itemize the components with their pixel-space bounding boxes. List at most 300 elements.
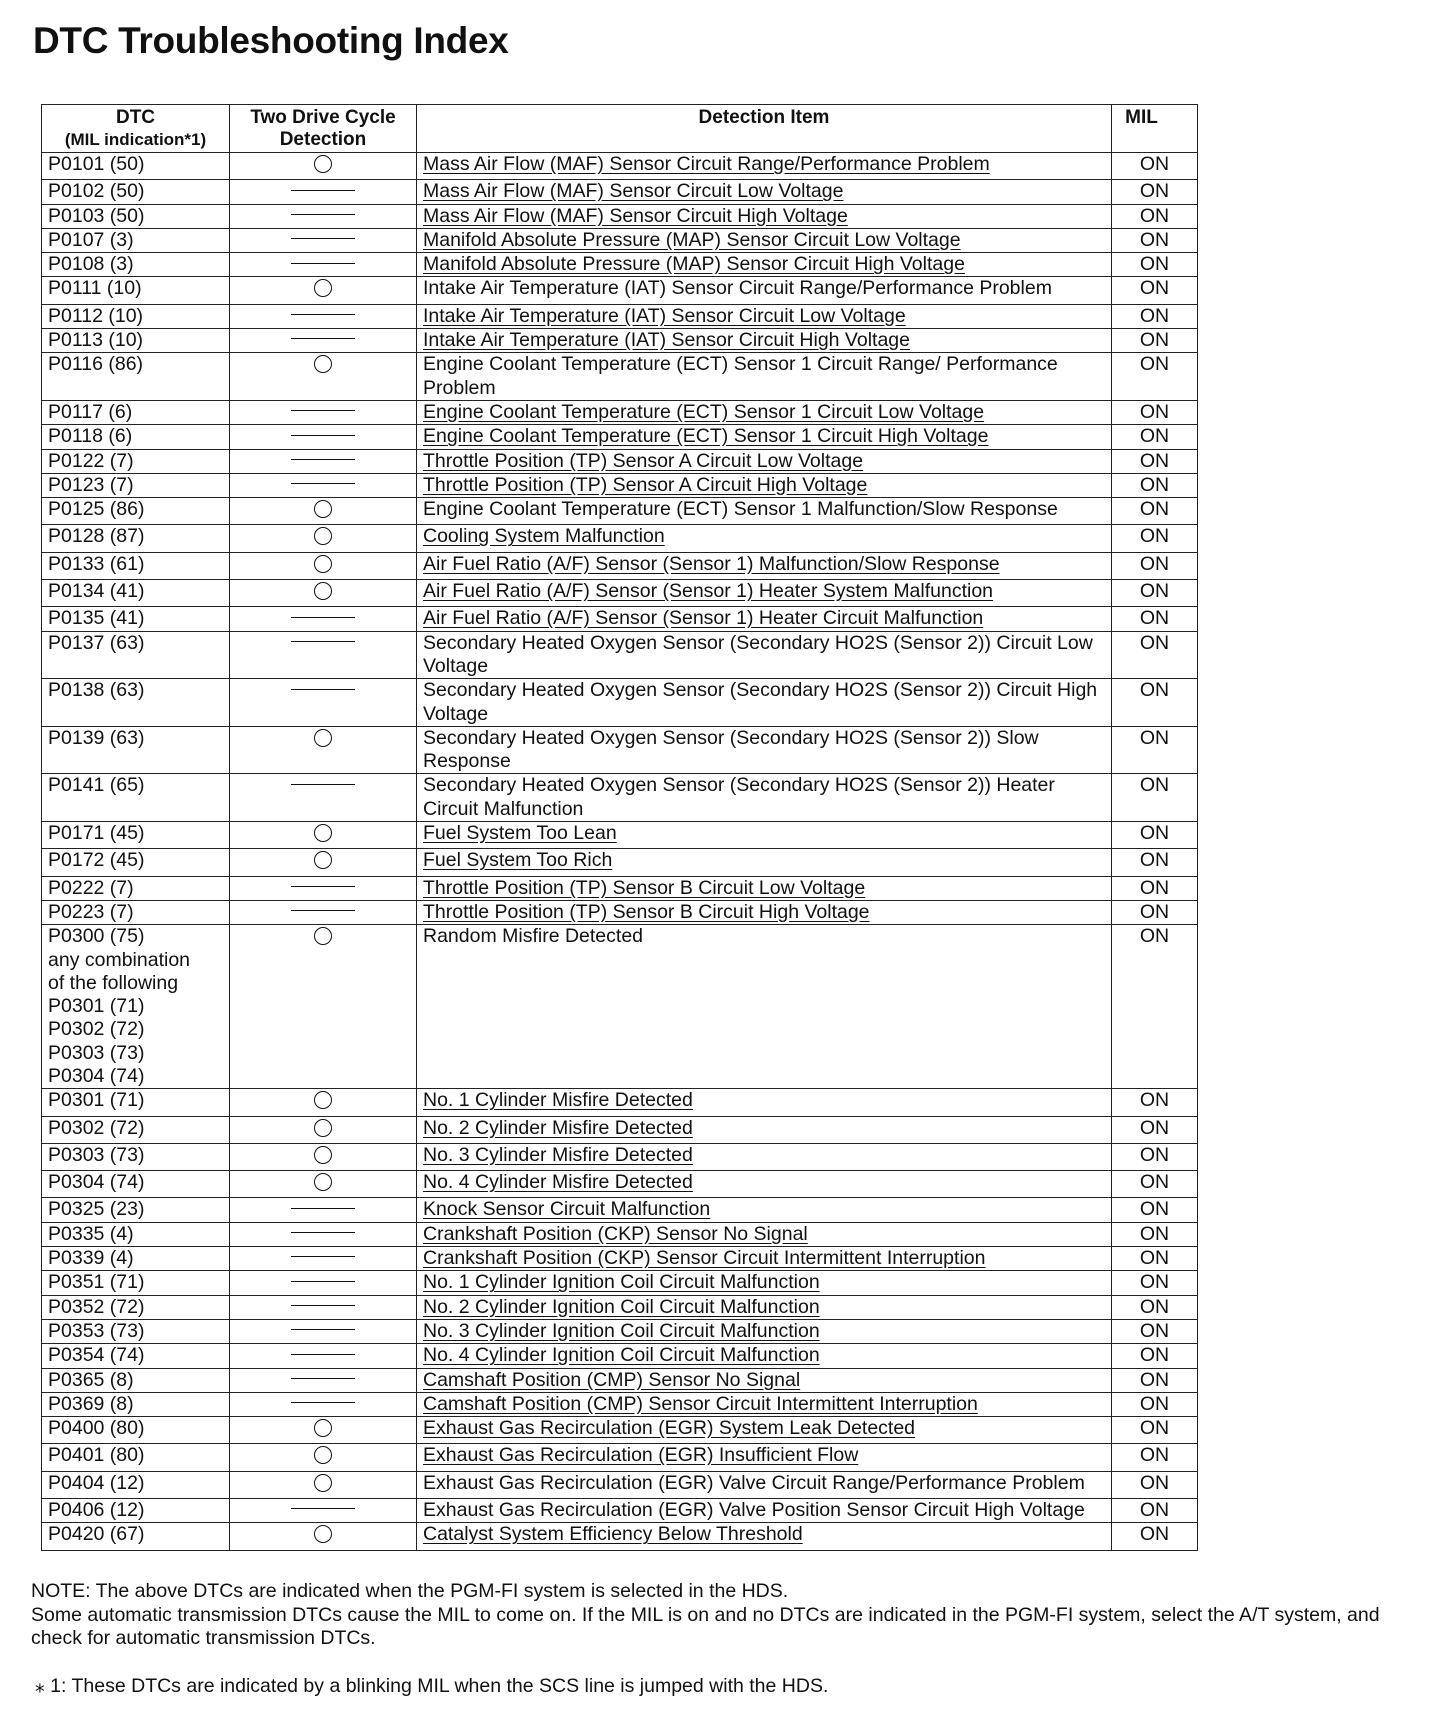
note-line-2: Some automatic transmission DTCs cause the MIL to come on. If the MIL is on and no DTCs are indicated in the PGM-FI system, select the A/T system, and check for automatic transmission DTCs. — [31, 1603, 1380, 1649]
detection-item: Engine Coolant Temperature (ECT) Sensor 1 Circuit High Voltage — [417, 425, 1112, 449]
detection-item: Intake Air Temperature (IAT) Sensor Circuit Range/Performance Problem — [417, 277, 1112, 304]
detection-item: Mass Air Flow (MAF) Sensor Circuit Range/Performance Problem — [417, 153, 1112, 180]
table-row — [42, 822, 1198, 849]
detection-item: Intake Air Temperature (IAT) Sensor Circuit High Voltage — [417, 329, 1112, 353]
dash-icon — [291, 1256, 355, 1257]
table-row — [42, 1392, 1198, 1416]
dash-icon — [291, 1378, 355, 1379]
dtc-code: P0401 (80) — [48, 1444, 145, 1467]
detection-item: Throttle Position (TP) Sensor B Circuit High Voltage — [417, 900, 1112, 924]
two-drive-cycle-cell — [230, 304, 417, 328]
circle-icon — [314, 927, 332, 945]
table-row — [42, 679, 1198, 727]
circle-icon — [314, 1446, 332, 1464]
table-row — [42, 849, 1198, 876]
dtc-code-cell — [42, 425, 230, 449]
dash-icon — [291, 1329, 355, 1330]
dtc-code-cell — [42, 849, 230, 876]
dtc-code-cell — [42, 204, 230, 228]
dash-icon — [291, 190, 355, 191]
mil-status: ON — [1112, 1523, 1198, 1550]
two-drive-cycle-cell — [230, 1171, 417, 1198]
dtc-code: P0134 (41) — [48, 580, 145, 603]
circle-icon — [314, 851, 332, 869]
table-row — [42, 277, 1198, 304]
two-drive-cycle-cell — [230, 1116, 417, 1143]
dash-icon — [291, 1402, 355, 1403]
mil-status: ON — [1112, 353, 1198, 401]
dtc-code: P0354 (74) — [48, 1344, 145, 1367]
dtc-code-extra: P0303 (73) — [48, 1041, 145, 1064]
dtc-code-cell — [42, 1499, 230, 1523]
table-row — [42, 1271, 1198, 1295]
dash-icon — [291, 263, 355, 264]
dtc-code-cell — [42, 552, 230, 579]
table-row — [42, 425, 1198, 449]
mil-status: ON — [1112, 153, 1198, 180]
header-mil: MIL — [1112, 105, 1198, 153]
two-drive-cycle-cell — [230, 679, 417, 727]
table-row — [42, 153, 1198, 180]
header-dtc-sub: (MIL indication*1) — [64, 130, 207, 149]
detection-item: Fuel System Too Lean — [417, 822, 1112, 849]
dtc-code-cell — [42, 774, 230, 822]
two-drive-cycle-cell — [230, 580, 417, 607]
two-drive-cycle-cell — [230, 1319, 417, 1343]
dtc-code-cell — [42, 876, 230, 900]
detection-item: Secondary Heated Oxygen Sensor (Secondary HO2S (Sensor 2)) Slow Response — [417, 726, 1112, 774]
two-drive-cycle-cell — [230, 425, 417, 449]
mil-status: ON — [1112, 822, 1198, 849]
mil-status: ON — [1112, 631, 1198, 679]
circle-icon — [314, 729, 332, 747]
table-row — [42, 1116, 1198, 1143]
dtc-code-cell — [42, 1271, 230, 1295]
mil-status: ON — [1112, 726, 1198, 774]
detection-item: Catalyst System Efficiency Below Threshold — [417, 1523, 1112, 1550]
dash-icon — [291, 338, 355, 339]
dtc-code-cell — [42, 1116, 230, 1143]
two-drive-cycle-cell — [230, 228, 417, 252]
table-row — [42, 1523, 1198, 1550]
dtc-code-cell — [42, 822, 230, 849]
table-row — [42, 304, 1198, 328]
table-row — [42, 525, 1198, 552]
dtc-code: P0302 (72) — [48, 1116, 145, 1139]
detection-item: Exhaust Gas Recirculation (EGR) Insufficient Flow — [417, 1444, 1112, 1471]
table-row — [42, 204, 1198, 228]
dtc-code-cell — [42, 329, 230, 353]
table-row — [42, 552, 1198, 579]
detection-item: No. 4 Cylinder Ignition Coil Circuit Malfunction — [417, 1344, 1112, 1368]
detection-item: Engine Coolant Temperature (ECT) Sensor 1 Malfunction/Slow Response — [417, 498, 1112, 525]
circle-icon — [314, 500, 332, 518]
table-row — [42, 449, 1198, 473]
mil-status: ON — [1112, 900, 1198, 924]
detection-item: Manifold Absolute Pressure (MAP) Sensor Circuit High Voltage — [417, 253, 1112, 277]
dtc-code: P0400 (80) — [48, 1417, 145, 1440]
two-drive-cycle-cell — [230, 153, 417, 180]
detection-item: Fuel System Too Rich — [417, 849, 1112, 876]
two-drive-cycle-cell — [230, 900, 417, 924]
dtc-code: P0103 (50) — [48, 204, 145, 227]
detection-item: Air Fuel Ratio (A/F) Sensor (Sensor 1) Heater Circuit Malfunction — [417, 607, 1112, 631]
dtc-code-cell — [42, 1368, 230, 1392]
dtc-code: P0420 (67) — [48, 1523, 145, 1546]
dtc-code-cell — [42, 580, 230, 607]
detection-item: No. 2 Cylinder Ignition Coil Circuit Malfunction — [417, 1295, 1112, 1319]
dash-icon — [291, 459, 355, 460]
dtc-code-cell — [42, 228, 230, 252]
mil-status: ON — [1112, 1471, 1198, 1498]
detection-item: Throttle Position (TP) Sensor A Circuit High Voltage — [417, 473, 1112, 497]
two-drive-cycle-cell — [230, 1368, 417, 1392]
dtc-code: P0133 (61) — [48, 552, 145, 575]
table-row — [42, 876, 1198, 900]
detection-item: Mass Air Flow (MAF) Sensor Circuit High Voltage — [417, 204, 1112, 228]
detection-item: Air Fuel Ratio (A/F) Sensor (Sensor 1) Malfunction/Slow Response — [417, 552, 1112, 579]
dtc-code-cell — [42, 1523, 230, 1550]
circle-icon — [314, 1525, 332, 1543]
dash-icon — [291, 1508, 355, 1509]
table-row — [42, 400, 1198, 424]
mil-status: ON — [1112, 1222, 1198, 1246]
mil-status: ON — [1112, 425, 1198, 449]
dtc-code-extra: any combination — [48, 948, 191, 971]
dtc-code: P0335 (4) — [48, 1222, 134, 1245]
mil-status: ON — [1112, 1171, 1198, 1198]
circle-icon — [314, 582, 332, 600]
two-drive-cycle-cell — [230, 631, 417, 679]
table-row — [42, 1089, 1198, 1116]
circle-icon — [314, 155, 332, 173]
dtc-code-cell — [42, 1444, 230, 1471]
dtc-code: P0303 (73) — [48, 1143, 145, 1166]
mil-status: ON — [1112, 1444, 1198, 1471]
mil-status: ON — [1112, 607, 1198, 631]
detection-item: Cooling System Malfunction — [417, 525, 1112, 552]
two-drive-cycle-cell — [230, 204, 417, 228]
two-drive-cycle-cell — [230, 498, 417, 525]
table-row — [42, 925, 1198, 1089]
dtc-code: P0111 (10) — [48, 277, 142, 300]
dtc-code-cell — [42, 153, 230, 180]
two-drive-cycle-cell — [230, 1417, 417, 1444]
two-drive-cycle-cell — [230, 277, 417, 304]
dtc-code: P0122 (7) — [48, 449, 134, 472]
dtc-code: P0137 (63) — [48, 631, 145, 654]
two-drive-cycle-cell — [230, 774, 417, 822]
dtc-code: P0101 (50) — [48, 153, 145, 175]
circle-icon — [314, 1091, 332, 1109]
dtc-index-table — [41, 104, 1198, 1551]
mil-status: ON — [1112, 525, 1198, 552]
dtc-code: P0172 (45) — [48, 849, 145, 872]
two-drive-cycle-cell — [230, 1523, 417, 1550]
dtc-code: P0353 (73) — [48, 1319, 145, 1342]
dash-icon — [291, 617, 355, 618]
dash-icon — [291, 784, 355, 785]
table-row — [42, 180, 1198, 204]
table-row — [42, 473, 1198, 497]
header-dtc — [42, 105, 230, 153]
mil-status: ON — [1112, 180, 1198, 204]
mil-status: ON — [1112, 449, 1198, 473]
two-drive-cycle-cell — [230, 1471, 417, 1498]
table-row — [42, 1198, 1198, 1222]
mil-status: ON — [1112, 1247, 1198, 1271]
mil-status: ON — [1112, 304, 1198, 328]
dtc-code-cell — [42, 607, 230, 631]
two-drive-cycle-cell — [230, 1089, 417, 1116]
two-drive-cycle-cell — [230, 473, 417, 497]
dash-icon — [291, 214, 355, 215]
two-drive-cycle-cell — [230, 849, 417, 876]
table-row — [42, 774, 1198, 822]
detection-item: No. 1 Cylinder Ignition Coil Circuit Malfunction — [417, 1271, 1112, 1295]
dtc-code-cell — [42, 925, 230, 1089]
two-drive-cycle-cell — [230, 525, 417, 552]
dtc-code-extra: P0301 (71) — [48, 995, 145, 1018]
table-row — [42, 1295, 1198, 1319]
table-row — [42, 1319, 1198, 1343]
two-drive-cycle-cell — [230, 726, 417, 774]
mil-status: ON — [1112, 1143, 1198, 1170]
dtc-code-cell — [42, 1392, 230, 1416]
detection-item: Engine Coolant Temperature (ECT) Sensor 1 Circuit Range/ Performance Problem — [417, 353, 1112, 401]
dash-icon — [291, 689, 355, 690]
dtc-code-cell — [42, 253, 230, 277]
table-row — [42, 900, 1198, 924]
table-row — [42, 1471, 1198, 1498]
dtc-code-cell — [42, 304, 230, 328]
detection-item: No. 1 Cylinder Misfire Detected — [417, 1089, 1112, 1116]
dtc-code: P0300 (75) — [48, 925, 145, 948]
detection-item: Secondary Heated Oxygen Sensor (Secondary HO2S (Sensor 2)) Heater Circuit Malfunction — [417, 774, 1112, 822]
detection-item: Manifold Absolute Pressure (MAP) Sensor Circuit Low Voltage — [417, 228, 1112, 252]
dtc-code-extra: P0304 (74) — [48, 1064, 145, 1087]
detection-item: Intake Air Temperature (IAT) Sensor Circuit Low Voltage — [417, 304, 1112, 328]
table-row — [42, 498, 1198, 525]
detection-item: Throttle Position (TP) Sensor A Circuit Low Voltage — [417, 449, 1112, 473]
header-two-drive-label: Two Drive Cycle — [250, 107, 396, 128]
two-drive-cycle-cell — [230, 1271, 417, 1295]
detection-item: Random Misfire Detected — [417, 925, 1112, 1089]
two-drive-cycle-cell — [230, 253, 417, 277]
table-row — [42, 726, 1198, 774]
dtc-code: P0123 (7) — [48, 473, 134, 496]
table-row — [42, 1222, 1198, 1246]
circle-icon — [314, 279, 332, 297]
dtc-code: P0325 (23) — [48, 1198, 145, 1221]
circle-icon — [314, 1419, 332, 1437]
detection-item: Air Fuel Ratio (A/F) Sensor (Sensor 1) Heater System Malfunction — [417, 580, 1112, 607]
detection-item: No. 4 Cylinder Misfire Detected — [417, 1171, 1112, 1198]
dash-icon — [291, 410, 355, 411]
two-drive-cycle-cell — [230, 353, 417, 401]
mil-status: ON — [1112, 1295, 1198, 1319]
mil-status: ON — [1112, 1417, 1198, 1444]
mil-status: ON — [1112, 1271, 1198, 1295]
dtc-code: P0102 (50) — [48, 180, 145, 203]
dtc-code-cell — [42, 525, 230, 552]
dtc-code: P0406 (12) — [48, 1499, 145, 1522]
circle-icon — [314, 1146, 332, 1164]
dtc-code-cell — [42, 1295, 230, 1319]
dtc-code: P0351 (71) — [48, 1271, 145, 1294]
mil-status: ON — [1112, 1198, 1198, 1222]
dtc-code: P0112 (10) — [48, 304, 144, 327]
circle-icon — [314, 1119, 332, 1137]
mil-status: ON — [1112, 277, 1198, 304]
table-row — [42, 1171, 1198, 1198]
detection-item: Knock Sensor Circuit Malfunction — [417, 1198, 1112, 1222]
mil-status: ON — [1112, 329, 1198, 353]
mil-status: ON — [1112, 473, 1198, 497]
two-drive-cycle-cell — [230, 925, 417, 1089]
dtc-code-cell — [42, 1344, 230, 1368]
dtc-code: P0113 (10) — [48, 329, 144, 352]
circle-icon — [314, 527, 332, 545]
dash-icon — [291, 1305, 355, 1306]
two-drive-cycle-cell — [230, 1143, 417, 1170]
dtc-code: P0125 (86) — [48, 498, 145, 521]
table-row — [42, 1444, 1198, 1471]
dtc-code-cell — [42, 1319, 230, 1343]
mil-status: ON — [1112, 849, 1198, 876]
page-title: DTC Troubleshooting Index — [33, 20, 509, 61]
dash-icon — [291, 1232, 355, 1233]
dtc-code: P0222 (7) — [48, 876, 134, 899]
dtc-code-cell — [42, 277, 230, 304]
mil-status: ON — [1112, 1368, 1198, 1392]
circle-icon — [314, 555, 332, 573]
detection-item: Mass Air Flow (MAF) Sensor Circuit Low Voltage — [417, 180, 1112, 204]
detection-item: Throttle Position (TP) Sensor B Circuit Low Voltage — [417, 876, 1112, 900]
dtc-code-cell — [42, 180, 230, 204]
mil-status: ON — [1112, 1089, 1198, 1116]
dtc-code-cell — [42, 679, 230, 727]
table-row — [42, 1143, 1198, 1170]
dtc-code-cell — [42, 449, 230, 473]
mil-status: ON — [1112, 498, 1198, 525]
dtc-code: P0118 (6) — [48, 425, 133, 448]
dtc-code: P0116 (86) — [48, 353, 144, 376]
dash-icon — [291, 1281, 355, 1282]
header-two-drive — [230, 105, 417, 153]
dtc-code-cell — [42, 1143, 230, 1170]
table-row — [42, 228, 1198, 252]
two-drive-cycle-cell — [230, 607, 417, 631]
dtc-code-cell — [42, 1471, 230, 1498]
header-dtc-label: DTC — [115, 107, 156, 128]
detection-item: Exhaust Gas Recirculation (EGR) Valve Circuit Range/Performance Problem — [417, 1471, 1112, 1498]
dtc-code-extra: of the following — [48, 971, 179, 994]
two-drive-cycle-cell — [230, 552, 417, 579]
two-drive-cycle-cell — [230, 400, 417, 424]
dtc-code: P0339 (4) — [48, 1247, 134, 1270]
dtc-code: P0365 (8) — [48, 1368, 134, 1391]
table-row — [42, 1344, 1198, 1368]
dtc-code: P0171 (45) — [48, 822, 145, 845]
dtc-code-cell — [42, 400, 230, 424]
table-row — [42, 353, 1198, 401]
two-drive-cycle-cell — [230, 876, 417, 900]
dash-icon — [291, 435, 355, 436]
dtc-code: P0139 (63) — [48, 726, 145, 749]
header-detection-item: Detection Item — [417, 105, 1112, 153]
dtc-code-cell — [42, 1222, 230, 1246]
detection-item: Secondary Heated Oxygen Sensor (Secondary HO2S (Sensor 2)) Circuit High Voltage — [417, 679, 1112, 727]
dtc-code-cell — [42, 1089, 230, 1116]
mil-status: ON — [1112, 253, 1198, 277]
mil-status: ON — [1112, 774, 1198, 822]
dtc-code-cell — [42, 1247, 230, 1271]
detection-item: Exhaust Gas Recirculation (EGR) Valve Position Sensor Circuit High Voltage — [417, 1499, 1112, 1523]
detection-item: Crankshaft Position (CKP) Sensor Circuit Intermittent Interruption — [417, 1247, 1112, 1271]
detection-item: Exhaust Gas Recirculation (EGR) System Leak Detected — [417, 1417, 1112, 1444]
table-row — [42, 580, 1198, 607]
notes — [31, 1580, 1411, 1651]
circle-icon — [314, 355, 332, 373]
mil-status: ON — [1112, 1344, 1198, 1368]
detection-item: Camshaft Position (CMP) Sensor No Signal — [417, 1368, 1112, 1392]
note-line-1: NOTE: The above DTCs are indicated when the PGM-FI system is selected in the HDS. — [31, 1580, 789, 1602]
two-drive-cycle-cell — [230, 1198, 417, 1222]
detection-item: Secondary Heated Oxygen Sensor (Secondary HO2S (Sensor 2)) Circuit Low Voltage — [417, 631, 1112, 679]
two-drive-cycle-cell — [230, 1499, 417, 1523]
two-drive-cycle-cell — [230, 1295, 417, 1319]
dtc-code-cell — [42, 353, 230, 401]
two-drive-cycle-cell — [230, 329, 417, 353]
dtc-code: P0223 (7) — [48, 900, 134, 923]
dtc-code-cell — [42, 498, 230, 525]
dtc-code: P0304 (74) — [48, 1171, 145, 1194]
mil-status: ON — [1112, 876, 1198, 900]
mil-status: ON — [1112, 400, 1198, 424]
two-drive-cycle-cell — [230, 1222, 417, 1246]
mil-status: ON — [1112, 1116, 1198, 1143]
circle-icon — [314, 824, 332, 842]
dtc-code: P0138 (63) — [48, 679, 145, 702]
two-drive-cycle-cell — [230, 449, 417, 473]
dash-icon — [291, 641, 355, 642]
header-two-drive-sub: Detection — [279, 129, 367, 150]
mil-status: ON — [1112, 580, 1198, 607]
dash-icon — [291, 238, 355, 239]
circle-icon — [314, 1474, 332, 1492]
dtc-code: P0108 (3) — [48, 253, 134, 276]
mil-status: ON — [1112, 679, 1198, 727]
table-row — [42, 253, 1198, 277]
dtc-code: P0369 (8) — [48, 1392, 134, 1415]
mil-status: ON — [1112, 1392, 1198, 1416]
dtc-code: P0404 (12) — [48, 1471, 145, 1494]
dtc-code-cell — [42, 1417, 230, 1444]
dtc-code-cell — [42, 726, 230, 774]
dtc-code-cell — [42, 473, 230, 497]
dash-icon — [291, 1354, 355, 1355]
two-drive-cycle-cell — [230, 1444, 417, 1471]
dtc-code: P0117 (6) — [48, 400, 133, 423]
dtc-table-body — [42, 153, 1198, 1551]
detection-item: No. 2 Cylinder Misfire Detected — [417, 1116, 1112, 1143]
dtc-code: P0128 (87) — [48, 525, 145, 548]
mil-status: ON — [1112, 925, 1198, 1089]
dash-icon — [291, 886, 355, 887]
mil-status: ON — [1112, 204, 1198, 228]
table-row — [42, 1417, 1198, 1444]
